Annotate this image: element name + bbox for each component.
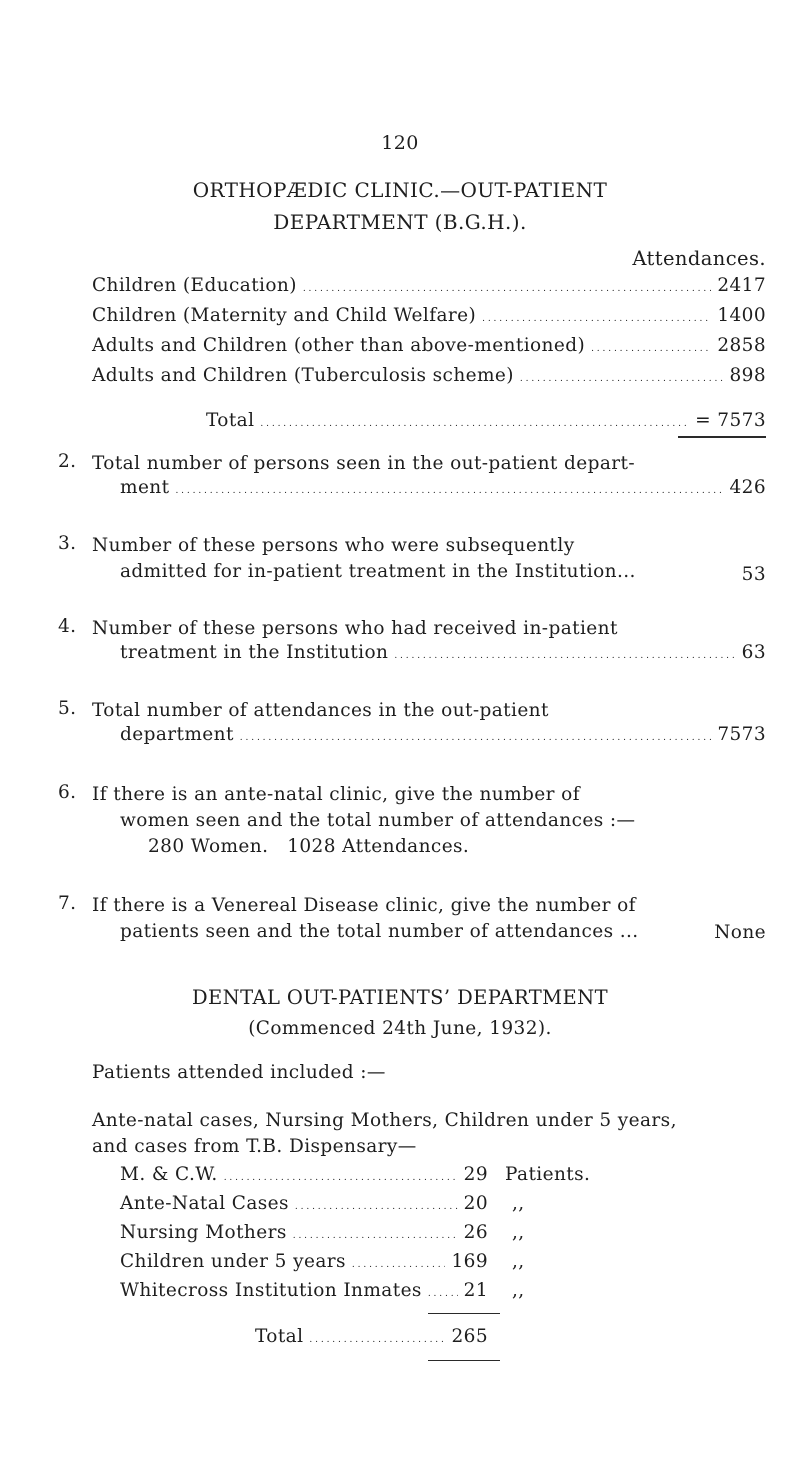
item-2-line2: ment — [120, 477, 170, 498]
leader-dots — [175, 477, 723, 498]
attendances-total-row — [206, 410, 766, 431]
page-number: 120 — [381, 132, 419, 154]
dental-ditto: ,, — [512, 1222, 525, 1243]
dental-total-rule — [428, 1360, 500, 1361]
attendance-value: 2417 — [717, 275, 766, 296]
attendance-label: Adults and Children (Tuberculosis scheme) — [92, 365, 514, 386]
total-underline — [678, 436, 766, 438]
dental-total-row — [255, 1326, 488, 1347]
item-7-line2: patients seen and the total number of attendances ... — [120, 921, 639, 942]
item-number: 4. — [58, 616, 77, 637]
attendance-label: Adults and Children (other than above-mentioned) — [92, 335, 586, 356]
dental-value: 20 — [463, 1193, 488, 1214]
attendance-value: 1400 — [717, 305, 766, 326]
item-5-value: 7573 — [717, 724, 766, 745]
item-number: 3. — [58, 533, 77, 554]
dental-row-whitecross — [120, 1280, 488, 1301]
dental-value: 169 — [451, 1251, 488, 1272]
leader-dots — [303, 275, 711, 296]
item-7-line1: If there is a Venereal Disease clinic, give the number of — [92, 895, 636, 916]
dental-desc-line2: and cases from T.B. Dispensary— — [92, 1136, 417, 1157]
leader-dots — [295, 1193, 458, 1214]
dental-label: Ante-Natal Cases — [120, 1193, 289, 1214]
item-number: 5. — [58, 698, 77, 719]
item-5-row — [120, 724, 766, 745]
section-title-line1: ORTHOPÆDIC CLINIC.—OUT-PATIENT — [192, 178, 608, 202]
dental-row-mcw — [120, 1164, 488, 1185]
dental-value: 29 — [463, 1164, 488, 1185]
attendance-row-children-maternity — [92, 305, 766, 326]
item-5-line1: Total number of attendances in the out-patient — [92, 700, 549, 721]
item-6-line2: women seen and the total number of attendances :— — [120, 810, 636, 831]
leader-dots — [520, 365, 724, 386]
leader-dots — [591, 335, 711, 356]
dental-intro: Patients attended included :— — [92, 1062, 386, 1083]
dental-label: Nursing Mothers — [120, 1222, 287, 1243]
dental-desc-line1: Ante-natal cases, Nursing Mothers, Children under 5 years, — [92, 1110, 677, 1131]
dental-subtitle: (Commenced 24th June, 1932). — [248, 1018, 552, 1039]
attendance-value: 2858 — [717, 335, 766, 356]
dental-subtotal-rule — [428, 1313, 500, 1314]
dental-row-nursing-mothers — [120, 1222, 488, 1243]
attendance-label: Children (Maternity and Child Welfare) — [92, 305, 477, 326]
attendance-row-adults-other — [92, 335, 766, 356]
item-6-line1: If there is an ante-natal clinic, give the number of — [92, 784, 580, 805]
dental-row-children-under-5 — [120, 1251, 488, 1272]
item-3-line1: Number of these persons who were subsequently — [92, 535, 575, 556]
item-2-line1: Total number of persons seen in the out-patient depart- — [92, 453, 636, 474]
item-4-line1: Number of these persons who had received in-patient — [92, 618, 618, 639]
attendances-column-heading: Attendances. — [632, 247, 766, 270]
dental-value: 26 — [463, 1222, 488, 1243]
dental-ditto: ,, — [512, 1193, 525, 1214]
item-7-value: None — [714, 922, 766, 943]
attendance-row-children-education — [92, 275, 766, 296]
total-value: = 7573 — [695, 410, 766, 431]
dental-label: M. & C.W. — [120, 1164, 218, 1185]
dental-label: Children under 5 years — [120, 1251, 346, 1272]
dental-total-label: Total — [255, 1326, 304, 1347]
leader-dots — [352, 1251, 446, 1272]
attendance-value: 898 — [729, 365, 766, 386]
item-2-value: 426 — [729, 477, 766, 498]
item-number: 2. — [58, 451, 77, 472]
dental-unit: Patients. — [505, 1164, 591, 1185]
item-3-line2: admitted for in-patient treatment in the Institution... — [120, 561, 636, 582]
total-label: Total — [206, 410, 255, 431]
item-4-line2: treatment in the Institution — [120, 642, 389, 663]
leader-dots — [240, 724, 712, 745]
leader-dots — [428, 1280, 458, 1301]
item-5-line2: department — [120, 724, 234, 745]
dental-ditto: ,, — [512, 1251, 525, 1272]
item-4-row — [120, 642, 766, 663]
dental-row-antenatal — [120, 1193, 488, 1214]
section-title-line2: DEPARTMENT (B.G.H.). — [273, 210, 527, 234]
dental-label: Whitecross Institution Inmates — [120, 1280, 422, 1301]
dental-total-value: 265 — [451, 1326, 488, 1347]
item-6-line3: 280 Women. 1028 Attendances. — [148, 836, 470, 857]
dental-value: 21 — [463, 1280, 488, 1301]
attendance-label: Children (Education) — [92, 275, 297, 296]
dental-ditto: ,, — [512, 1280, 525, 1301]
leader-dots — [293, 1222, 458, 1243]
item-3-value: 53 — [741, 564, 766, 585]
leader-dots — [224, 1164, 458, 1185]
leader-dots — [309, 1326, 445, 1347]
item-2-row — [120, 477, 766, 498]
leader-dots — [482, 305, 711, 326]
leader-dots — [260, 410, 689, 431]
attendance-row-adults-tuberculosis — [92, 365, 766, 386]
item-number: 7. — [58, 893, 77, 914]
item-4-value: 63 — [741, 642, 766, 663]
dental-title: DENTAL OUT-PATIENTS’ DEPARTMENT — [191, 986, 608, 1009]
item-number: 6. — [58, 782, 77, 803]
leader-dots — [394, 642, 735, 663]
